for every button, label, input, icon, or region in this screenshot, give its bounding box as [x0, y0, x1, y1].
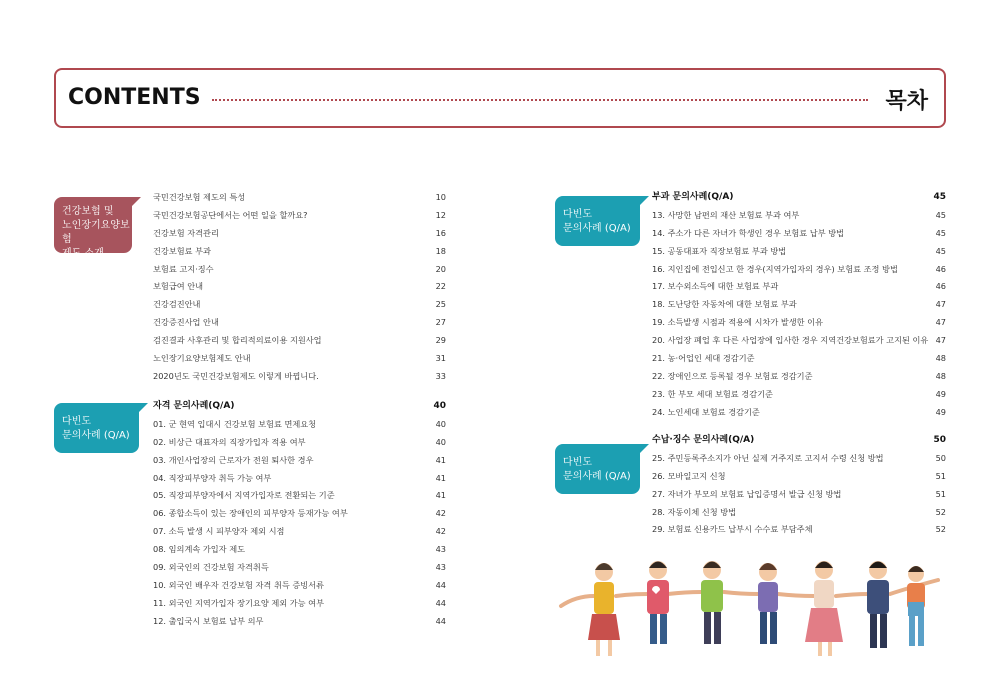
toc-page-number: 52 — [935, 506, 946, 517]
toc-entry[interactable] — [652, 225, 946, 243]
section-badge-faq-collection — [555, 444, 640, 494]
toc-page-number: 45 — [933, 192, 946, 202]
badge-line: 건강보험 및 — [62, 206, 114, 217]
section-badge-faq-billing — [555, 196, 640, 246]
toc-page-number: 47 — [935, 299, 946, 310]
toc-entry-title: 건강검진안내 — [153, 299, 201, 310]
section-badge-faq-eligibility — [54, 403, 139, 453]
toc-list-faq-billing — [652, 189, 946, 422]
toc-entry-title: 13. 사망한 남편의 재산 보험료 부과 여부 — [652, 209, 800, 220]
toc-page-number: 10 — [435, 192, 446, 202]
toc-entry-title: 18. 도난당한 자동차에 대한 보험료 부과 — [652, 299, 797, 310]
contents-title-ko: 목차 — [885, 89, 928, 114]
toc-entry-title: 11. 외국인 지역가입자 장기요양 제외 가능 여부 — [153, 597, 325, 608]
toc-entry-title: 07. 소득 발생 시 피부양자 제외 시점 — [153, 526, 285, 537]
toc-page-number: 52 — [935, 524, 946, 535]
toc-entry-title: 04. 직장피부양자 취득 가능 여부 — [153, 472, 272, 483]
toc-entry[interactable] — [153, 332, 446, 350]
toc-page-number: 48 — [935, 370, 946, 381]
badge-line: 제도 소개 — [62, 248, 104, 259]
toc-entry-title: 국민건강보험 제도의 특성 — [153, 192, 246, 202]
toc-entry-title: 건강보험 자격관리 — [153, 227, 219, 238]
toc-entry-title: 08. 임의계속 가입자 제도 — [153, 544, 246, 555]
badge-line: 다빈도 — [563, 209, 592, 220]
badge-line: 문의사례 (Q/A) — [563, 471, 631, 482]
toc-page-number: 40 — [433, 401, 446, 411]
toc-entry-title: 26. 모바일고지 신청 — [652, 470, 726, 481]
toc-entry[interactable] — [153, 350, 446, 368]
toc-page-number: 40 — [435, 436, 446, 447]
toc-entry-title: 20. 사업장 폐업 후 다른 사업장에 입사한 경우 지역건강보험료가 고지된 이유 — [652, 335, 929, 346]
toc-entry-title: 03. 개인사업장의 근로자가 전원 퇴사한 경우 — [153, 454, 314, 465]
badge-tail — [639, 444, 649, 454]
toc-entry[interactable] — [153, 470, 446, 488]
toc-page-number: 29 — [435, 335, 446, 346]
toc-entry-title: 수납·징수 문의사례(Q/A) — [652, 435, 755, 445]
toc-entry[interactable] — [153, 523, 446, 541]
toc-entry-title: 15. 공동대표자 직장보험료 부과 방법 — [652, 245, 787, 256]
toc-page-number: 47 — [935, 317, 946, 328]
toc-entry[interactable] — [652, 207, 946, 225]
toc-page-number: 40 — [435, 418, 446, 429]
toc-entry[interactable] — [153, 541, 446, 559]
toc-list-faq-collection — [652, 432, 946, 539]
toc-entry[interactable] — [153, 261, 446, 279]
badge-line: 문의사례 (Q/A) — [62, 430, 130, 441]
toc-entry-title: 23. 한 부모 세대 보험료 경감기준 — [652, 388, 773, 399]
toc-entry[interactable] — [652, 521, 946, 539]
toc-entry-title: 01. 군 현역 입대시 건강보험 보험료 면제요청 — [153, 418, 317, 429]
toc-entry[interactable] — [153, 207, 446, 225]
dotted-leader — [212, 99, 868, 101]
toc-page-number: 46 — [935, 281, 946, 292]
toc-entry-title: 14. 주소가 다른 자녀가 학생인 경우 보험료 납부 방법 — [652, 227, 845, 238]
toc-page-number: 31 — [435, 353, 446, 364]
toc-entry[interactable] — [652, 386, 946, 404]
toc-entry[interactable] — [153, 314, 446, 332]
toc-page-number: 41 — [435, 472, 446, 483]
toc-entry-title: 17. 보수외소득에 대한 보험료 부과 — [652, 281, 779, 292]
toc-entry[interactable] — [652, 261, 946, 279]
toc-entry[interactable] — [153, 296, 446, 314]
toc-list-system-intro — [153, 189, 446, 386]
badge-line: 다빈도 — [62, 416, 91, 427]
toc-list-faq-eligibility — [153, 398, 446, 631]
toc-page-number: 42 — [435, 526, 446, 537]
toc-entry[interactable] — [652, 468, 946, 486]
toc-page-number: 45 — [935, 209, 946, 220]
toc-page-number: 25 — [435, 299, 446, 310]
toc-entry-title: 22. 장애인으로 등록될 경우 보험료 경감기준 — [652, 370, 813, 381]
toc-entry-title: 국민건강보험공단에서는 어떤 일을 할까요? — [153, 209, 308, 220]
toc-entry-title: 16. 지인집에 전입신고 한 경우(지역가입자의 경우) 보험료 조정 방법 — [652, 263, 898, 274]
toc-entry[interactable] — [652, 368, 946, 386]
toc-entry[interactable] — [153, 434, 446, 452]
toc-page-number: 43 — [435, 544, 446, 555]
toc-entry-title: 건강보험료 부과 — [153, 245, 211, 256]
toc-entry[interactable] — [652, 486, 946, 504]
toc-entry-title: 12. 출입국시 보험료 납부 의무 — [153, 615, 264, 626]
toc-page-number: 49 — [935, 388, 946, 399]
toc-entry-title: 24. 노인세대 보험료 경감기준 — [652, 406, 760, 417]
toc-entry-title: 검진결과 사후관리 및 합리적의료이용 지원사업 — [153, 335, 322, 346]
toc-entry-title: 06. 종합소득이 있는 장애인의 피부양자 등재가능 여부 — [153, 508, 348, 519]
toc-section-heading[interactable] — [652, 189, 946, 207]
toc-entry[interactable] — [153, 559, 446, 577]
toc-entry[interactable] — [652, 296, 946, 314]
toc-page-number: 41 — [435, 490, 446, 501]
toc-entry-title: 노인장기요양보험제도 안내 — [153, 353, 251, 364]
toc-entry[interactable] — [153, 278, 446, 296]
toc-page-number: 43 — [435, 562, 446, 573]
toc-page-number: 18 — [435, 245, 446, 256]
badge-line: 노인장기요양보험 — [62, 220, 130, 245]
toc-entry-title: 09. 외국인의 건강보험 자격취득 — [153, 562, 269, 573]
toc-entry[interactable] — [153, 416, 446, 434]
toc-page-number: 51 — [935, 470, 946, 481]
badge-tail — [639, 196, 649, 206]
toc-page-number: 49 — [935, 406, 946, 417]
toc-entry[interactable] — [153, 595, 446, 613]
toc-entry[interactable] — [652, 314, 946, 332]
toc-entry-title: 자격 문의사례(Q/A) — [153, 401, 235, 411]
toc-entry-title: 02. 비상근 대표자의 직장가입자 적용 여부 — [153, 436, 306, 447]
toc-entry-title: 21. 농·어업인 세대 경감기준 — [652, 353, 755, 364]
badge-line: 문의사례 (Q/A) — [563, 223, 631, 234]
toc-page-number: 48 — [935, 353, 946, 364]
toc-entry[interactable] — [652, 350, 946, 368]
toc-entry[interactable] — [153, 368, 446, 386]
toc-entry-title: 10. 외국인 배우자 건강보험 자격 취득 증빙서류 — [153, 579, 325, 590]
toc-entry-title: 2020년도 국민건강보험제도 이렇게 바뀝니다. — [153, 370, 319, 381]
toc-entry[interactable] — [652, 243, 946, 261]
toc-entry[interactable] — [652, 278, 946, 296]
badge-tail — [138, 403, 148, 413]
toc-entry[interactable] — [652, 450, 946, 468]
toc-entry[interactable] — [153, 225, 446, 243]
toc-entry[interactable] — [153, 577, 446, 595]
toc-page-number: 16 — [435, 227, 446, 238]
contents-header — [54, 68, 946, 128]
toc-page-number: 20 — [435, 263, 446, 274]
toc-page-number: 47 — [935, 335, 946, 346]
toc-section-heading[interactable] — [652, 432, 946, 450]
toc-entry-title: 25. 주민등록주소지가 아닌 실제 거주지로 고지서 수령 신청 방법 — [652, 452, 884, 463]
toc-entry[interactable] — [652, 404, 946, 422]
toc-page-number: 33 — [435, 370, 446, 381]
toc-entry[interactable] — [153, 452, 446, 470]
badge-tail — [131, 197, 141, 207]
section-badge-system-intro — [54, 197, 132, 259]
toc-page-number: 27 — [435, 317, 446, 328]
toc-page-number: 45 — [935, 245, 946, 256]
children-holding-hands-illustration — [556, 558, 946, 663]
toc-section-heading[interactable] — [153, 398, 446, 416]
toc-entry-title: 29. 보험료 신용카드 납부시 수수료 부담주체 — [652, 524, 813, 535]
badge-line: 다빈도 — [563, 457, 592, 468]
toc-page-number: 42 — [435, 508, 446, 519]
toc-entry[interactable] — [652, 332, 946, 350]
toc-entry-title: 보험급여 안내 — [153, 281, 204, 292]
toc-page-number: 51 — [935, 488, 946, 499]
toc-page-number: 22 — [435, 281, 446, 292]
toc-entry-title: 19. 소득발생 시점과 적용에 시차가 발생한 이유 — [652, 317, 824, 328]
toc-page-number: 46 — [935, 263, 946, 274]
toc-entry-title: 보험료 고지·징수 — [153, 263, 214, 274]
toc-page-number: 45 — [935, 227, 946, 238]
toc-page-number: 12 — [435, 209, 446, 220]
toc-page-number: 41 — [435, 454, 446, 465]
toc-entry[interactable] — [153, 243, 446, 261]
toc-entry[interactable] — [652, 504, 946, 522]
toc-page-number: 50 — [933, 435, 946, 445]
toc-entry[interactable] — [153, 189, 446, 207]
toc-page-number: 50 — [935, 452, 946, 463]
toc-entry-title: 건강증진사업 안내 — [153, 317, 219, 328]
toc-entry-title: 28. 자동이체 신청 방법 — [652, 506, 737, 517]
toc-entry[interactable] — [153, 613, 446, 631]
contents-title-en: CONTENTS — [68, 85, 201, 110]
toc-page-number: 44 — [435, 579, 446, 590]
toc-page-number: 44 — [435, 615, 446, 626]
toc-entry-title: 부과 문의사례(Q/A) — [652, 192, 734, 202]
toc-entry[interactable] — [153, 487, 446, 505]
toc-entry-title: 05. 직장피부양자에서 지역가입자로 전환되는 기준 — [153, 490, 335, 501]
toc-entry[interactable] — [153, 505, 446, 523]
toc-page-number: 44 — [435, 597, 446, 608]
toc-entry-title: 27. 자녀가 부모의 보험료 납입증명서 발급 신청 방법 — [652, 488, 842, 499]
